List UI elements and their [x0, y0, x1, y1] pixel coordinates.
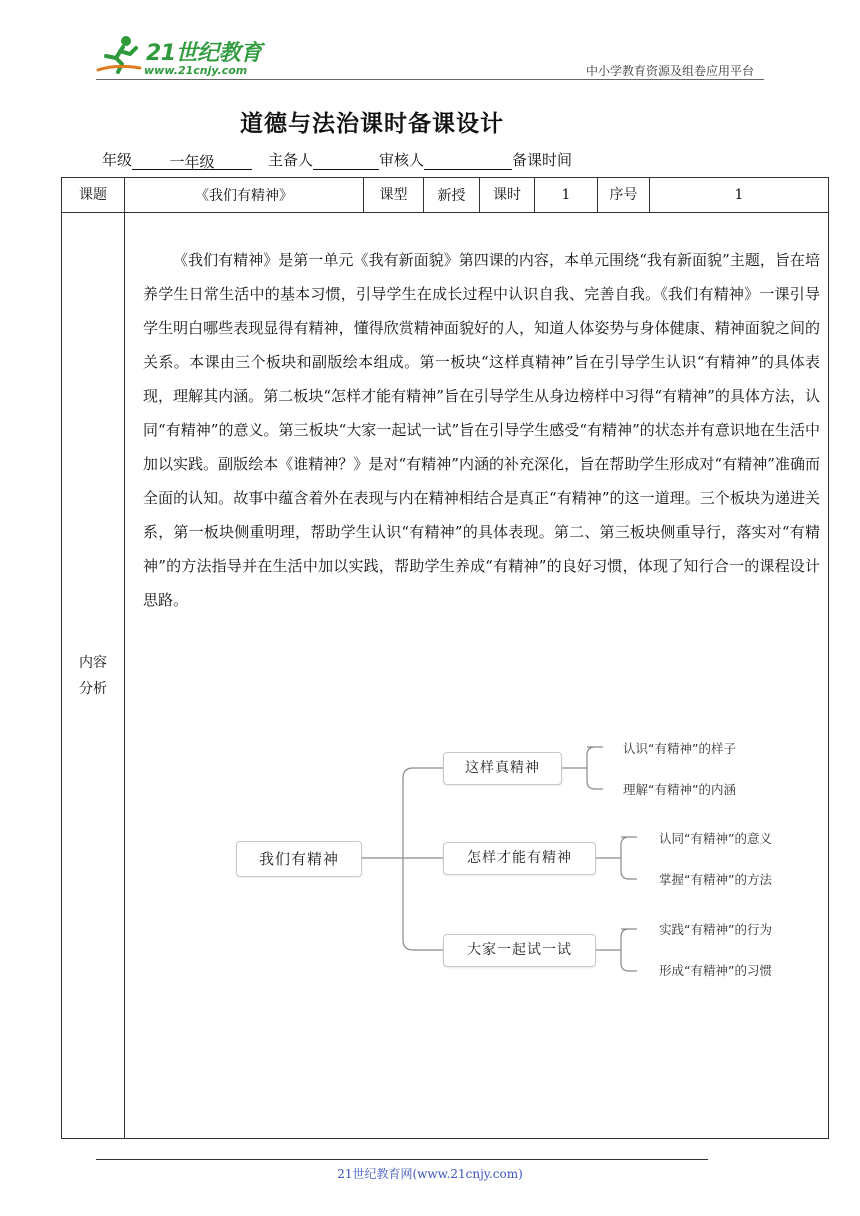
- mind-map-root: 我们有精神: [236, 841, 362, 877]
- logo-url: www.21cnjy.com: [144, 64, 248, 77]
- mind-map-branch-3: 大家一起试一试: [443, 934, 596, 967]
- topic-value: 《我们有精神》: [125, 178, 364, 213]
- footer-link[interactable]: 21世纪教育网(www.21cnjy.com): [337, 1167, 523, 1181]
- mind-map-leaf-1-1: 认识“有精神”的样子: [623, 741, 736, 756]
- preparer-field[interactable]: [313, 151, 379, 170]
- seq-label: 序号: [598, 178, 650, 213]
- connector-trunk: [403, 768, 413, 950]
- analysis-row: [62, 213, 829, 1139]
- runner-logo-icon: [96, 34, 144, 74]
- mind-map-leaf-3-1: 实践“有精神”的行为: [659, 922, 772, 937]
- page-title: 道德与法治课时备课设计: [240, 111, 504, 137]
- analysis-label-line-1: 内容: [79, 654, 107, 671]
- mind-map: [125, 743, 828, 983]
- analysis-paragraph: 《我们有精神》是第一单元《我有新面貌》第四课的内容，本单元围绕“我有新面貌”主题，旨在培养学生日常生活中的基本习惯，引导学生在成长过程中认识自我、完善自我。《我们有精神》一课引导学生明白哪些表现显得有精神，懂得欣赏精神面貌好的人，知道人体姿势与身体健康、精神面貌之间的关系。本课由三个板块和副版绘本组成。第一板块“这样真精神”旨在引导学生认识“有精神”的具体表现，理解其内涵。第二板块“怎样才能有精神”旨在引导学生从身边榜样中习得“有精神”的具体方法，认同“有精神”的意义。第三板块“大家一起试一试”旨在引导学生感受“有精神”的状态并有意识地在生活中加以实践。副版绘本《谁精神？》是对“有精神”内涵的补充深化，旨在帮助学生形成对“有精神”准确而全面的认知。故事中蕴含着外在表现与内在精神相结合是真正“有精神”的这一道理。三个板块为递进关系，第一板块侧重明理，帮助学生认识“有精神”的具体表现。第二、第三板块侧重导行，落实对“有精神”的方法指导并在生活中加以实践，帮助学生养成“有精神”的良好习惯，体现了知行合一的课程设计思路。: [143, 251, 820, 609]
- analysis-label-line-2: 分析: [79, 680, 107, 697]
- grade-field[interactable]: [132, 151, 252, 170]
- mind-map-leaf-2-2: 掌握“有精神”的方法: [659, 872, 772, 887]
- analysis-label: [62, 213, 125, 1139]
- grade-value: 一年级: [169, 153, 215, 171]
- type-label: 课型: [364, 178, 424, 213]
- lesson-plan-table: [61, 177, 829, 1139]
- grade-label: 年级: [102, 151, 133, 169]
- mind-map-leaf-1-2: 理解“有精神”的内涵: [623, 782, 736, 797]
- mind-map-leaf-2-1: 认同“有精神”的意义: [659, 831, 772, 846]
- header-divider: [96, 79, 764, 80]
- seq-value: 1: [650, 178, 829, 213]
- site-logo[interactable]: [96, 34, 266, 80]
- platform-tagline: 中小学教育资源及组卷应用平台: [585, 64, 754, 78]
- hours-value: 1: [535, 178, 598, 213]
- mind-map-branch-1: 这样真精神: [443, 752, 562, 785]
- analysis-content: [125, 213, 829, 1139]
- mind-map-leaf-3-2: 形成“有精神”的习惯: [659, 963, 772, 978]
- type-value: 新授: [424, 178, 480, 213]
- connector-leaves-1: [561, 747, 603, 789]
- hours-label: 课时: [480, 178, 535, 213]
- table-header-row: [62, 178, 829, 213]
- reviewer-field[interactable]: [424, 151, 512, 170]
- logo-text: 21世纪教育: [146, 41, 262, 66]
- connector-leaves-3: [595, 929, 637, 971]
- time-label: 备课时间: [512, 151, 573, 169]
- mind-map-branch-2: 怎样才能有精神: [443, 842, 596, 875]
- connector-leaves-2: [595, 837, 637, 879]
- reviewer-label: 审核人: [379, 151, 425, 169]
- footer-divider: [96, 1159, 708, 1160]
- preparer-label: 主备人: [268, 151, 314, 169]
- meta-line: [102, 149, 572, 170]
- topic-label: 课题: [62, 178, 125, 213]
